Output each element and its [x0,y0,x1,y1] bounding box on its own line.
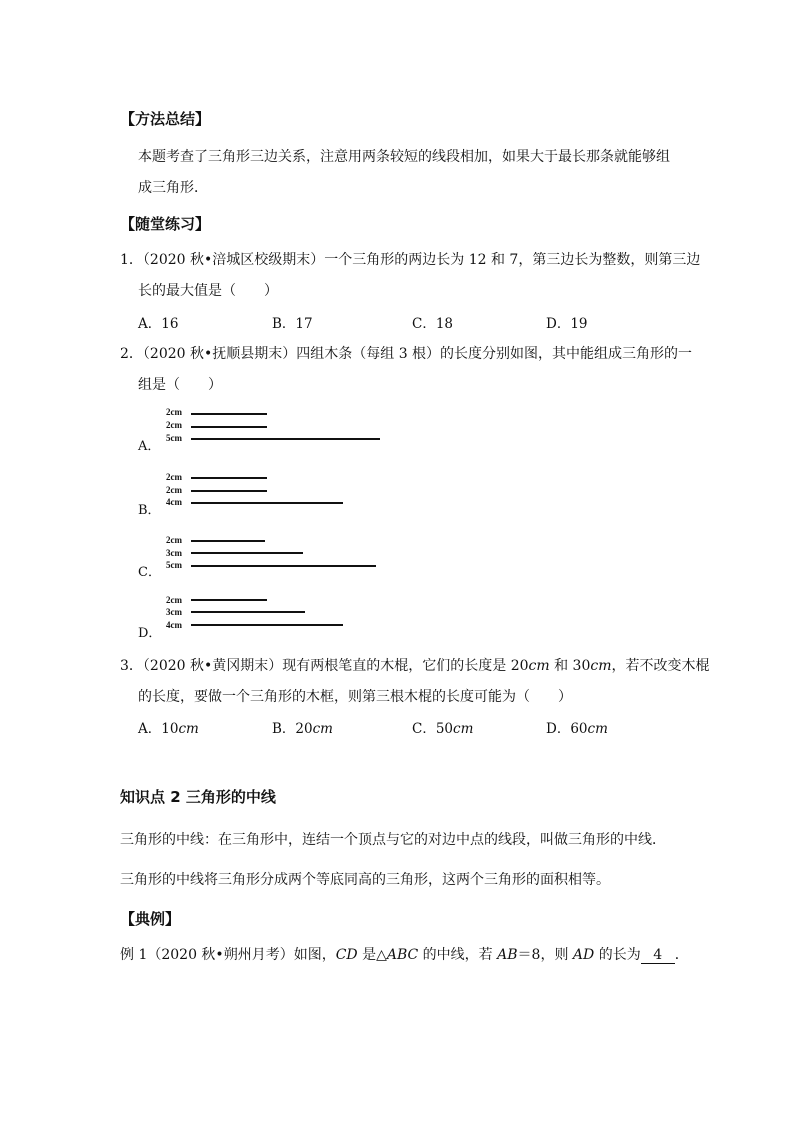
q3-option-c [412,717,473,737]
q3-option-c-unit: cm [453,721,474,737]
figure-b-label-1: 2cm [166,472,182,482]
figure-c-stick-2 [191,552,303,554]
question-2-line-1: 2．（2020 秋•抚顺县期末）四组木条（每组 3 根）的长度分别如图，其中能组成三角形的一 [120,346,693,362]
figure-a-label-1: 2cm [166,407,182,417]
figure-a-letter: A． [138,439,161,454]
method-summary-heading: 【方法总结】 [120,110,211,128]
example-mid-1: 是△ [357,947,387,963]
figure-d-stick-2 [191,611,305,613]
figure-a-label-3: 5cm [166,433,182,443]
question-3-line-1 [120,655,709,675]
figure-d-label-3: 4cm [166,620,182,630]
q3-option-d-unit: cm [587,721,608,737]
q3-option-a-value: A．10 [138,721,179,737]
segment-ad: AD [572,947,595,963]
figure-b-stick-1 [191,477,267,479]
q3-unit-1: cm [528,658,550,674]
q1-option-b: B．17 [272,316,313,332]
question-1-line-2: 长的最大值是（ ） [138,283,278,299]
figure-c-label-3: 5cm [166,560,182,570]
median-definition: 三角形的中线：在三角形中，连结一个顶点与它的对边中点的线段，叫做三角形的中线． [120,832,666,848]
q3-option-b-unit: cm [312,721,333,737]
example-heading: 【典例】 [120,910,181,928]
figure-a-stick-3 [191,438,380,440]
figure-b-label-2: 2cm [166,485,182,495]
q3-option-d [546,717,608,737]
figure-c-stick-3 [191,565,376,567]
segment-cd: CD [335,947,358,963]
figure-b-stick-2 [191,490,267,492]
figure-b-letter: B． [138,503,161,518]
figure-a-label-2: 2cm [166,420,182,430]
q3-option-b [272,717,333,737]
question-3-line-2: 的长度，要做一个三角形的木框，则第三根木棍的长度可能为（ ） [138,689,572,705]
q3-text-b: 和 30 [549,658,591,674]
knowledge-point-2-heading: 知识点 2 三角形的中线 [120,788,276,806]
q3-option-a-unit: cm [178,721,199,737]
figure-d-stick-1 [191,599,267,601]
figure-c-label-1: 2cm [166,535,182,545]
q3-option-a [138,717,199,737]
figure-c-label-2: 3cm [166,548,182,558]
answer-blank: 4 [641,947,675,964]
method-summary-text-1: 本题考查了三角形三边关系，注意用两条较短的线段相加，如果大于最长那条就能够组 [138,149,670,165]
q3-option-c-value: C．50 [412,721,454,737]
figure-d-letter: D． [138,626,162,641]
figure-b-label-3: 4cm [166,497,182,507]
example-mid-3: ＝8，则 [517,947,573,963]
figure-c-stick-1 [191,540,265,542]
segment-ab: AB [497,947,518,963]
median-property: 三角形的中线将三角形分成两个等底同高的三角形，这两个三角形的面积相等。 [120,872,610,888]
q3-text-c: ，若不改变木棍 [611,658,710,674]
q3-option-d-value: D．60 [546,721,588,737]
practice-heading: 【随堂练习】 [120,215,211,233]
example-mid-2: 的中线，若 [418,947,498,963]
example-mid-4: 的长为 [594,947,641,963]
q3-unit-2: cm [590,658,612,674]
figure-a-stick-1 [191,413,267,415]
figure-d-label-1: 2cm [166,595,182,605]
triangle-abc: ABC [386,947,419,963]
q1-option-c: C．18 [412,316,454,332]
figure-b-stick-3 [191,502,343,504]
q3-option-b-value: B．20 [272,721,313,737]
figure-a-stick-2 [191,426,267,428]
question-2-line-2: 组是（ ） [138,377,222,393]
q1-option-a: A．16 [138,316,179,332]
figure-d-label-2: 3cm [166,607,182,617]
example-prefix: 例 1（2020 秋•朔州月考）如图， [120,947,336,963]
question-1-line-1: 1．（2020 秋•涪城区校级期末）一个三角形的两边长为 12 和 7，第三边长为整数，则第三边 [120,252,701,268]
example-1-text [120,944,689,964]
q1-option-d: D．19 [546,316,588,332]
figure-d-stick-3 [191,624,343,626]
q3-text-a: 3．（2020 秋•黄冈期末）现有两根笔直的木棍，它们的长度是 20 [120,658,529,674]
example-end: ． [674,947,689,963]
method-summary-text-2: 成三角形． [138,180,208,196]
figure-c-letter: C． [138,565,161,580]
